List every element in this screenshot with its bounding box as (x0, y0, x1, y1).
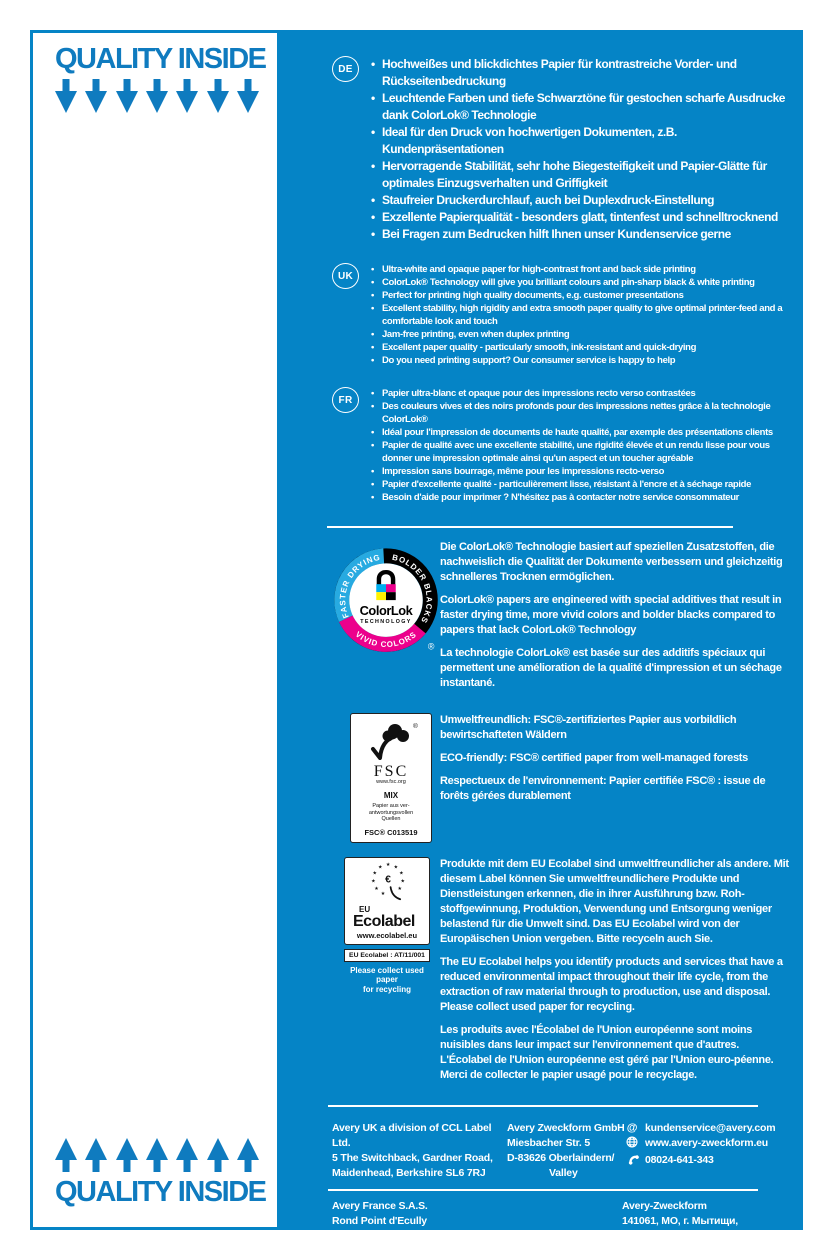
star-icon: ★ (393, 864, 398, 870)
phone-icon (625, 1152, 639, 1169)
down-arrows (55, 79, 259, 113)
quality-inside-text: QUALITY INSIDE (55, 1175, 266, 1208)
up-arrow-icon (116, 1138, 138, 1172)
up-arrow-icon (55, 1138, 77, 1172)
down-arrow-icon (85, 79, 107, 113)
quality-inside-text: QUALITY INSIDE (55, 43, 266, 75)
up-arrow-icon (237, 1138, 259, 1172)
star-icon: ★ (385, 862, 391, 868)
bullet: • Ultra-white and opaque paper for high-contrast front and back side printing (371, 263, 791, 276)
fsc-tree-icon (361, 720, 421, 760)
ecolabel-paragraph-en: The EU Ecolabel helps you identify products and services that have a reduced environmental impact throughout their life cycle, from the extraction of raw material through to production, use and disposal. Please collect used paper for recycling. (440, 955, 783, 1013)
bullet: • Des couleurs vives et des noirs profonds pour des impressions nettes grâce à la technologie ColorLok® (371, 400, 791, 426)
fsc-url: www.fsc.org (376, 779, 406, 785)
colorlok-paragraph-de: Die ColorLok® Technologie basiert auf speziellen Zusatzstoffen, die nachweislich die Qualität der Dokumente verbessern und gleichzeitig schnelleres Trocknen ermöglichen. (440, 541, 783, 583)
star-icon: ★ (372, 870, 377, 876)
bullet: • Excellent paper quality - particularly smooth, ink-resistant and quick-drying (371, 341, 791, 354)
ecolabel-recycle-note: Please collect used paper for recycling (350, 965, 424, 994)
colorlok-paragraph-fr: La technologie ColorLok® est basée sur des additifs spéciaux qui permettent une amélioration de la qualité d'impression et un séchage instantané. (440, 647, 782, 689)
up-arrow-icon (207, 1138, 229, 1172)
ecolabel-url: www.ecolabel.eu (356, 930, 418, 940)
down-arrow-icon (176, 79, 198, 113)
fsc-cert-number: FSC® C013519 (364, 827, 418, 837)
phone-row (625, 1152, 791, 1169)
bullet: • Hervorragende Stabilität, sehr hohe Biegesteifigkeit und Papier-Glätte für optimales Einzugsverhalten und Griffigkeit (371, 158, 791, 192)
colorlok-text (440, 540, 791, 699)
colorlok-section (332, 540, 791, 699)
bullet: • Papier ultra-blanc et opaque pour des impressions recto verso contrastées (371, 387, 791, 400)
star-icon: ★ (397, 886, 402, 892)
star-icon: ★ (380, 891, 386, 897)
bullet-list-fr (371, 387, 791, 504)
registered-mark: ® (427, 641, 435, 652)
bullet: • Staufreier Druckerdurchlauf, auch bei Duplexdruck-Einstellung (371, 192, 791, 209)
section-de (332, 56, 791, 243)
website-url: www.avery-zweckform.eu (645, 1137, 769, 1149)
section-uk (332, 263, 791, 367)
up-arrows (55, 1138, 259, 1172)
up-arrow-icon (176, 1138, 198, 1172)
globe-icon (625, 1136, 639, 1152)
quality-inside-column (33, 33, 277, 1227)
package-back-panel (30, 30, 803, 1242)
bullet: • Impression sans bourrage, même pour les impressions recto-verso (371, 465, 791, 478)
fsc-logo (332, 713, 440, 843)
divider (327, 526, 733, 528)
ecolabel-eu: EU (359, 904, 371, 914)
down-arrow-icon (55, 79, 77, 113)
ecolabel-paragraph-de: Produkte mit dem EU Ecolabel sind umweltfreundlicher als andere. Mit diesem Label können Sie umweltfreundlichere Produkte und Dienstleistungen erkennen, die in ihrer Ausführung bzw. Roh-stoffgewinnung, Produktion, Verwendung und Entsorgung weniger belastend für die Umwelt sind. Das EU Ecolabel wird von der Europäischen Union vergeben. Bitte recyceln auch Sie. (440, 857, 789, 945)
bullet: • Perfect for printing high quality documents, e.g. customer presentations (371, 289, 791, 302)
down-arrow-icon (207, 79, 229, 113)
bullet: • Besoin d'aide pour imprimer ? N'hésitez pas à contacter notre service consommateur (371, 491, 791, 504)
star-icon: ★ (378, 864, 383, 870)
ecolabel-name: Ecolabel (353, 912, 415, 930)
star-icon: ★ (371, 879, 376, 885)
language-badge-de: DE (332, 56, 359, 82)
bullet: • Papier de qualité avec une excellente stabilité, une rigidité élevée et un rendu lisse pour vous donner une impression optimale ainsi qu'un aspect et un toucher agréable (371, 439, 791, 465)
up-arrow-icon (146, 1138, 168, 1172)
bullet-list-uk (371, 263, 791, 367)
divider (328, 1105, 758, 1107)
email-row (625, 1121, 791, 1136)
bullet: • Idéal pour l'impression de documents de haute qualité, par exemple des présentations clients (371, 426, 791, 439)
email-address: kundenservice@avery.com (645, 1121, 776, 1134)
colorlok-badge-icon (332, 540, 440, 662)
star-icon: ★ (400, 879, 405, 885)
phone-number: 08024-641-343 (645, 1153, 714, 1166)
website-row (625, 1136, 791, 1152)
down-arrow-icon (146, 79, 168, 113)
ecolabel-paragraph-fr: Les produits avec l'Écolabel de l'Union européenne sont moins nuisibles dans leur impact sur l'environnement que d'autres. L'Écolabel de l'Union européenne est géré par l'Union euro-péenne. Merci de collecter le papier usagé pour le recyclage. (440, 1023, 774, 1081)
address-avery-uk: Avery UK a division of CCL Label Ltd. 5 The Switchback, Gardner Road, Maidenhead, Berkshire SL6 7RJ (332, 1121, 493, 1179)
fsc-text (440, 713, 791, 843)
fsc-paragraph-fr: Respectueux de l'environnement: Papier certifiée FSC® : issue de forêts gérées durablement (440, 775, 766, 802)
up-arrow-icon (85, 1138, 107, 1172)
at-icon: @ (626, 1122, 638, 1134)
bullet: • Ideal für den Druck von hochwertigen Dokumenten, z.B. Kundenpräsentationen (371, 124, 791, 158)
fsc-section (332, 713, 791, 843)
address-avery-france: Avery France S.A.S. Rond Point d'Ecully 1 chemin Jean Marie Vianney, 69130 Ecully (332, 1199, 538, 1242)
bullet: • Bei Fragen zum Bedrucken hilft Ihnen unser Kundenservice gerne (371, 226, 791, 243)
star-icon: ★ (374, 886, 379, 892)
quality-inside-bottom (33, 1138, 277, 1207)
down-arrow-icon (116, 79, 138, 113)
section-fr (332, 387, 791, 504)
colorlok-name: ColorLok (359, 603, 413, 619)
contacts-row-1 (332, 1121, 791, 1181)
contacts-row-2 (332, 1199, 791, 1244)
fsc-grade: MIX (383, 791, 399, 800)
bullet: • Leuchtende Farben und tiefe Schwarztöne für gestochen scharfe Ausdrucke dank ColorLok® Technologie (371, 90, 791, 124)
colorlok-logo (332, 540, 440, 699)
star-icon: ★ (399, 870, 404, 876)
bullet: • Papier d'excellente qualité - particulièrement lisse, résistant à l'encre et à séchage rapide (371, 478, 791, 491)
registered-mark: ® (413, 723, 418, 730)
address-avery-zweckform-ru: Avery-Zweckform 141061, МО, г. Мытищи, Осташковское шоссе, д.70Г (622, 1199, 761, 1242)
language-badge-fr: FR (332, 387, 359, 413)
main-panel (277, 30, 803, 1242)
quality-inside-top (33, 44, 277, 113)
ecolabel-label-box (344, 857, 430, 945)
ecolabel-text (440, 857, 791, 1091)
colorlok-subtitle: TECHNOLOGY (360, 619, 412, 626)
address-avery-zweckform-de: Avery Zweckform GmbH Miesbacher Str. 5 D-83626 Oberlaindern/ Valley (507, 1121, 625, 1179)
fsc-description: Papier aus ver- antwortungsvollen Quellen (368, 803, 414, 822)
contact-channels (625, 1121, 791, 1181)
bullet-list-de (371, 56, 791, 243)
ecolabel-logo (332, 857, 440, 1091)
bullet: • ColorLok® Technology will give you brilliant colours and pin-sharp black & white printing (371, 276, 791, 289)
fsc-paragraph-de: Umweltfreundlich: FSC®-zertifiziertes Papier aus vorbildlich bewirtschafteten Wäldern (440, 714, 737, 741)
bullet: • Do you need printing support? Our consumer service is happy to help (371, 354, 791, 367)
divider (328, 1189, 758, 1191)
colorlok-paragraph-en: ColorLok® papers are engineered with special additives that result in faster drying time, more vivid colors and bolder blacks compared to papers that lack ColorLok® Technology (440, 594, 782, 636)
fsc-label-box (350, 713, 432, 843)
ecolabel-flower-icon (349, 861, 427, 901)
language-badge-uk: UK (332, 263, 359, 289)
colorlok-arc-vivid-colors: VIVID COLORS (353, 629, 419, 650)
ecolabel-cert-number: EU Ecolabel : AT/11/001 (344, 949, 430, 962)
ecolabel-section (332, 857, 791, 1091)
euro-icon: € (385, 874, 391, 886)
bullet: • Hochweißes und blickdichtes Papier für kontrastreiche Vorder- und Rückseitenbedruckung (371, 56, 791, 90)
down-arrow-icon (237, 79, 259, 113)
bullet: • Excellent stability, high rigidity and extra smooth paper quality to give optimal printer-feed and a comfortable look and touch (371, 302, 791, 328)
fsc-name: FSC (373, 763, 409, 780)
padlock-cmyk-body-icon (376, 584, 395, 600)
fsc-paragraph-en: ECO-friendly: FSC® certified paper from well-managed forests (440, 752, 748, 764)
colorlok-arc-faster-drying: FASTER DRYING (338, 552, 382, 620)
bullet: • Jam-free printing, even when duplex printing (371, 328, 791, 341)
colorlok-arc-bolder-blacks: BOLDER BLACKS (391, 552, 434, 625)
bullet: • Exzellente Papierqualität - besonders glatt, tintenfest und schnelltrocknend (371, 209, 791, 226)
